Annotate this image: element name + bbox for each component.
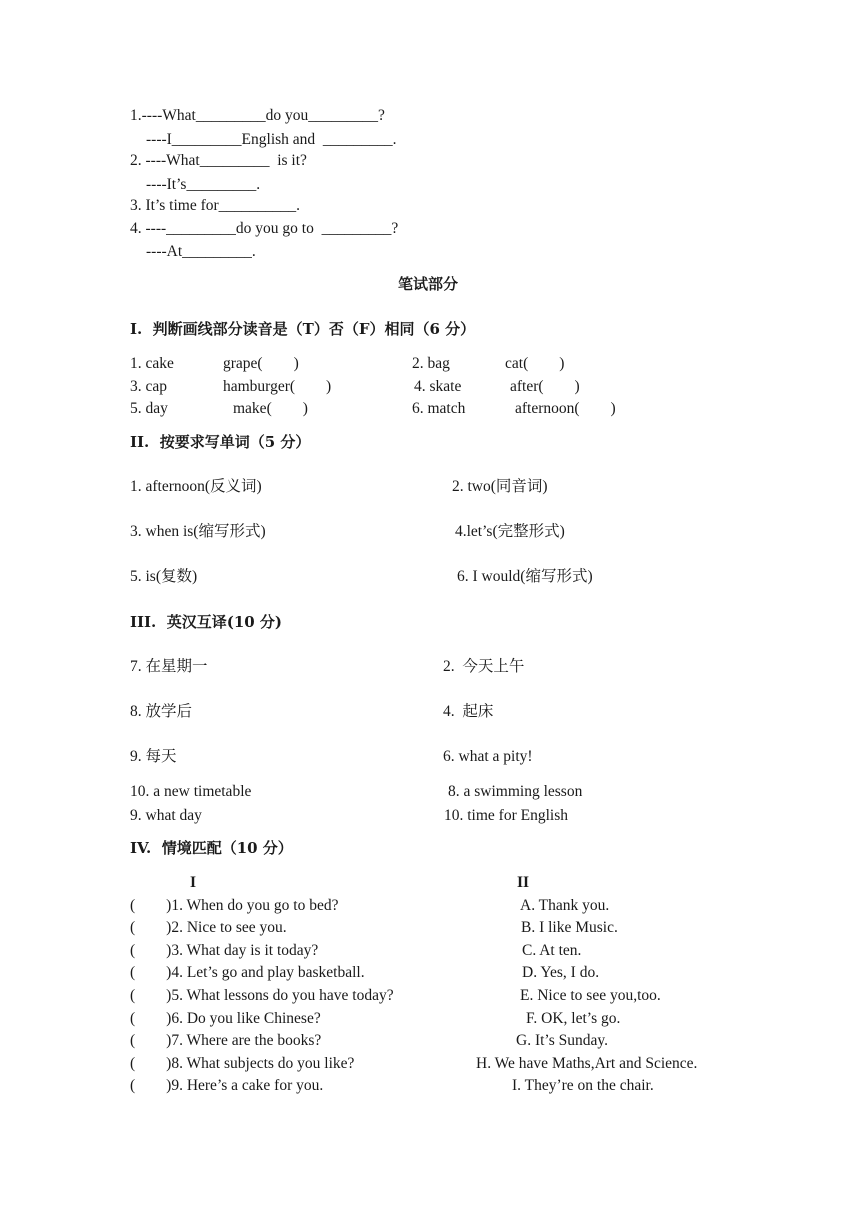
phonics-word: cat( ) [505, 355, 565, 372]
translation-item: 9. what day [130, 807, 202, 824]
match-question: ( )2. Nice to see you. [130, 919, 287, 936]
phonics-word: hamburger( ) [223, 378, 332, 395]
match-question: ( )7. Where are the books? [130, 1032, 322, 1049]
match-answer: E. Nice to see you,too. [520, 987, 661, 1004]
translation-item: 10. a new timetable [130, 783, 252, 800]
listening-line: 2. ----What_________ is it? [130, 152, 307, 169]
match-answer: G. It’s Sunday. [516, 1032, 608, 1049]
phonics-word: 6. match [412, 400, 466, 417]
column-header-1: I [190, 874, 197, 891]
column-header-2: II [517, 874, 530, 891]
phonics-word: 3. cap [130, 378, 168, 395]
word-task: 5. is(复数) [130, 568, 198, 585]
section-3-title: III. 英汉互译(10 分) [130, 613, 283, 631]
match-answer: H. We have Maths,Art and Science. [476, 1055, 698, 1072]
word-task: 1. afternoon(反义词) [130, 478, 262, 495]
translation-item: 7. 在星期一 [130, 658, 208, 675]
match-question: ( )9. Here’s a cake for you. [130, 1077, 324, 1094]
match-question: ( )1. When do you go to bed? [130, 897, 339, 914]
translation-item: 9. 每天 [130, 748, 177, 765]
match-question: ( )5. What lessons do you have today? [130, 987, 394, 1004]
written-part-title: 笔试部分 [398, 275, 459, 293]
match-question: ( )6. Do you like Chinese? [130, 1010, 321, 1027]
match-question: ( )3. What day is it today? [130, 942, 319, 959]
match-question: ( )8. What subjects do you like? [130, 1055, 355, 1072]
listening-line: ----It’s_________. [146, 176, 261, 193]
listening-line: ----I_________English and _________. [146, 131, 397, 148]
translation-item: 6. what a pity! [443, 748, 533, 765]
section-1-title: I. 判断画线部分读音是（T）否（F）相同（6 分） [130, 320, 476, 338]
match-answer: D. Yes, I do. [522, 964, 600, 981]
match-answer: F. OK, let’s go. [526, 1010, 621, 1027]
phonics-word: afternoon( ) [515, 400, 616, 417]
listening-line: 3. It’s time for__________. [130, 197, 301, 214]
phonics-word: after( ) [510, 378, 580, 395]
translation-item: 4. 起床 [443, 703, 494, 720]
phonics-word: 2. bag [412, 355, 450, 372]
phonics-word: make( ) [233, 400, 308, 417]
listening-line: 1.----What_________do you_________? [130, 107, 385, 124]
translation-item: 2. 今天上午 [443, 658, 525, 675]
phonics-word: 4. skate [414, 378, 462, 395]
match-answer: A. Thank you. [520, 897, 610, 914]
match-answer: B. I like Music. [521, 919, 618, 936]
section-2-title: II. 按要求写单词（5 分） [130, 433, 311, 451]
word-task: 3. when is(缩写形式) [130, 523, 266, 540]
word-task: 6. I would(缩写形式) [457, 568, 593, 585]
listening-line: 4. ----_________do you go to _________? [130, 220, 399, 237]
listening-line: ----At_________. [146, 243, 256, 260]
phonics-word: grape( ) [223, 355, 299, 372]
match-answer: C. At ten. [522, 942, 582, 959]
phonics-word: 1. cake [130, 355, 174, 372]
section-4-title: IV. 情境匹配（10 分） [130, 839, 293, 857]
word-task: 4.let’s(完整形式) [455, 523, 565, 540]
translation-item: 10. time for English [444, 807, 568, 824]
match-question: ( )4. Let’s go and play basketball. [130, 964, 365, 981]
word-task: 2. two(同音词) [452, 478, 548, 495]
translation-item: 8. a swimming lesson [448, 783, 583, 800]
phonics-word: 5. day [130, 400, 168, 417]
translation-item: 8. 放学后 [130, 703, 193, 720]
match-answer: I. They’re on the chair. [512, 1077, 654, 1094]
